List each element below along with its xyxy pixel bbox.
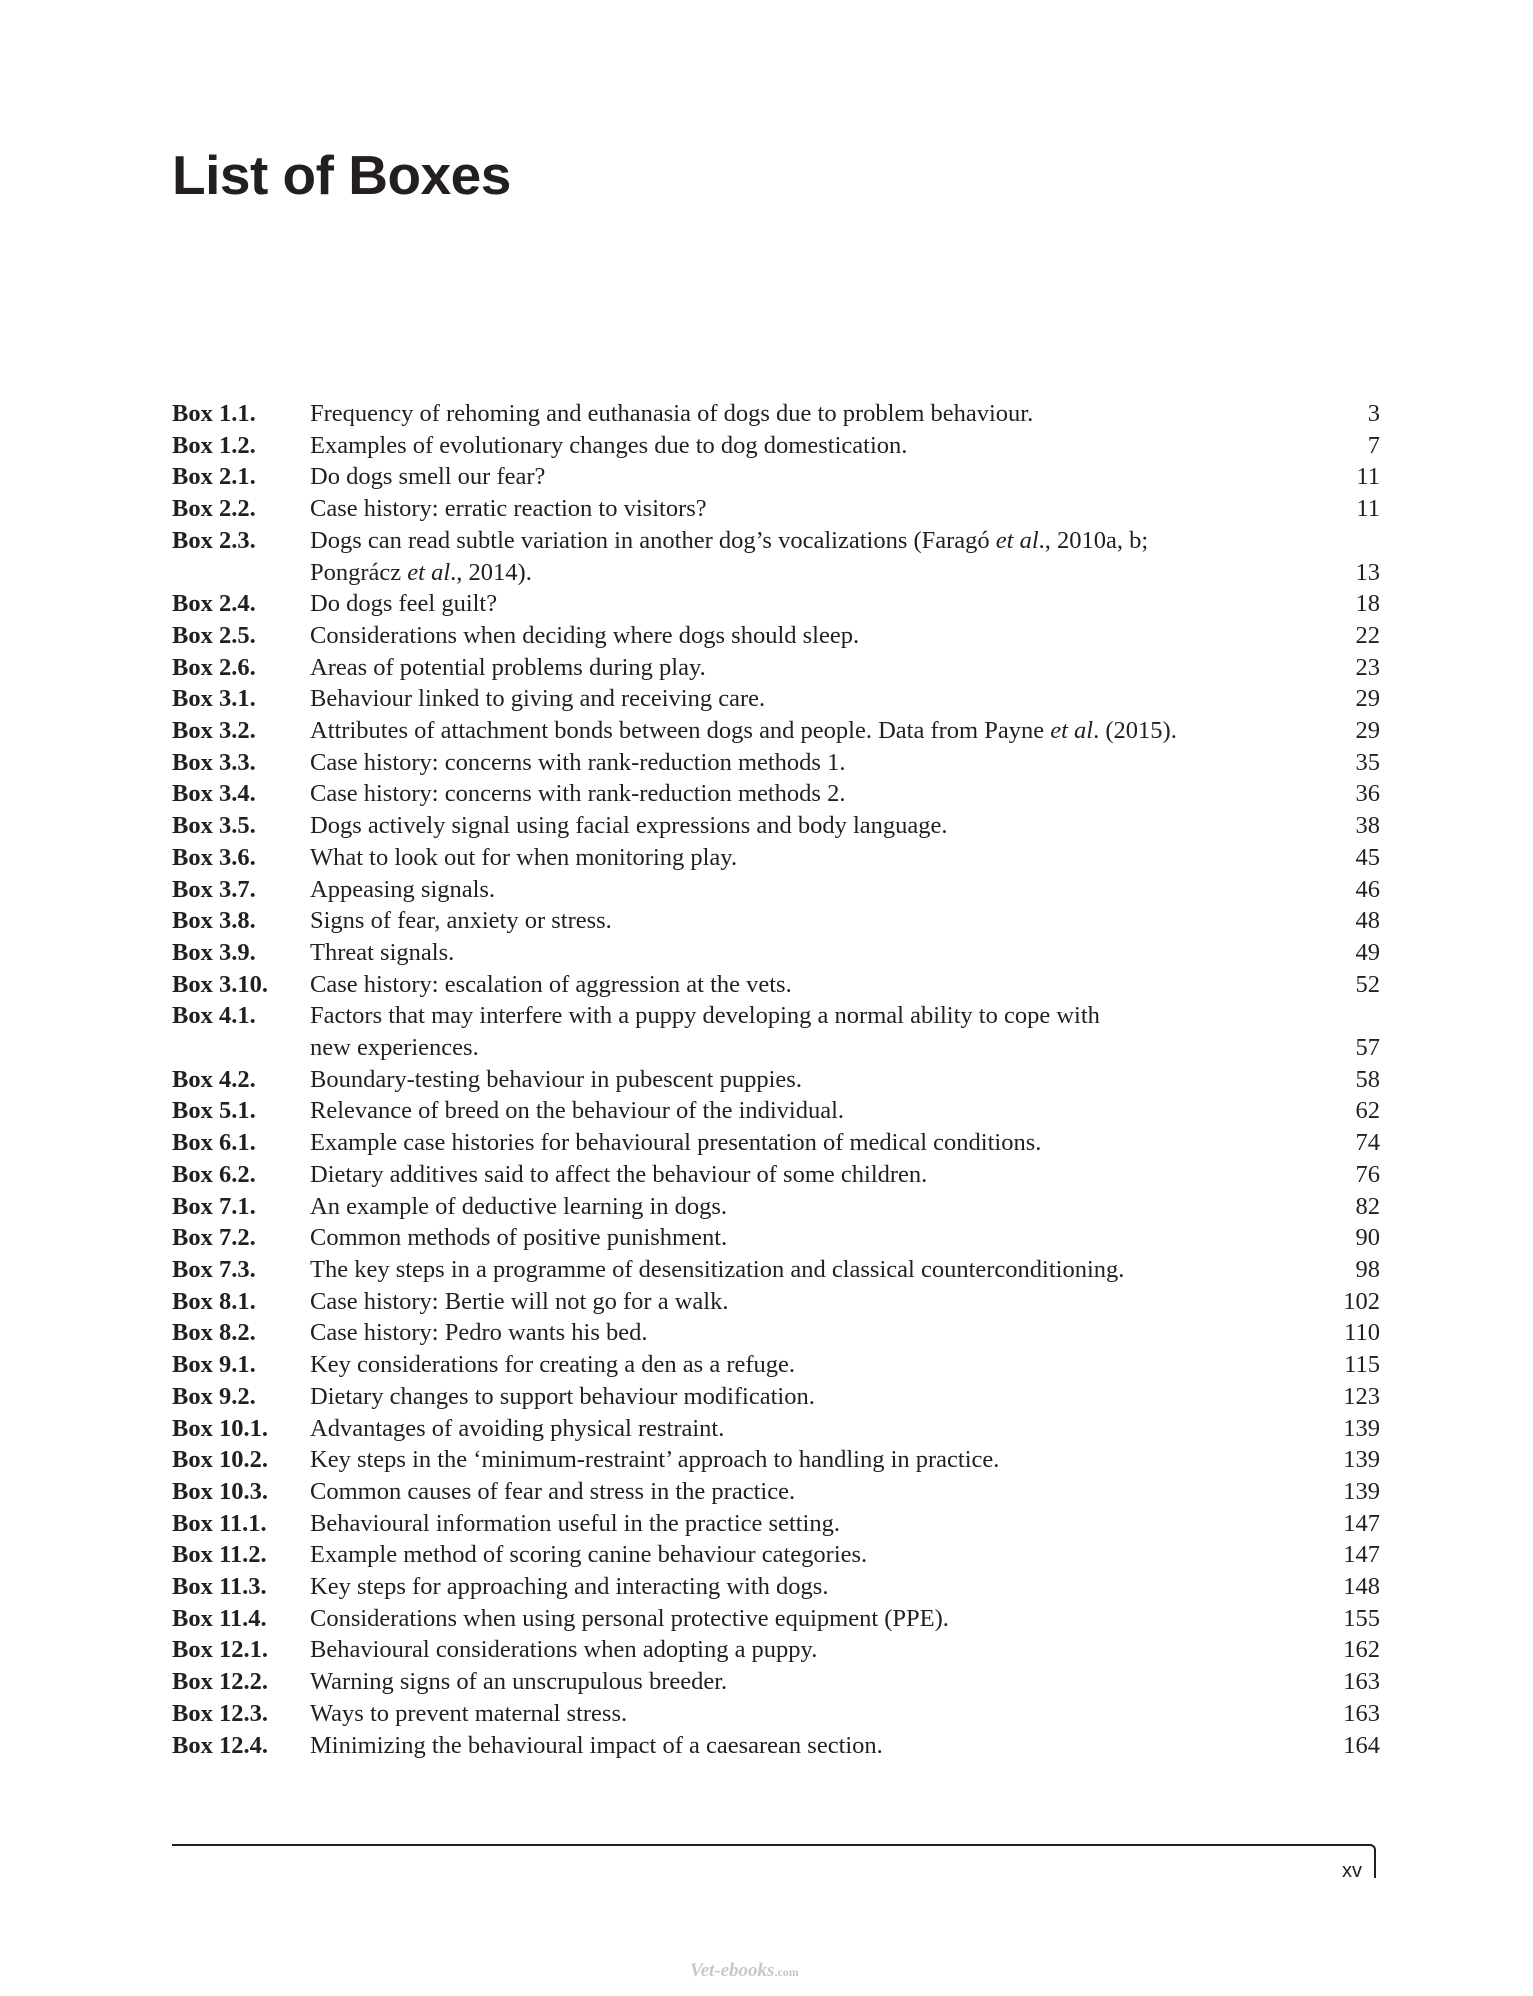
list-item — [172, 398, 1380, 430]
box-title-line: Behavioural considerations when adopting a puppy. — [310, 1636, 818, 1664]
box-number: Box 6.1. — [172, 1129, 256, 1157]
list-item — [172, 1064, 1380, 1096]
box-page-number: 38 — [1355, 812, 1380, 840]
box-page-number: 62 — [1355, 1097, 1380, 1125]
box-title — [310, 1159, 1300, 1191]
box-page-number: 163 — [1343, 1668, 1380, 1696]
list-item — [172, 1191, 1380, 1223]
box-page-number: 36 — [1355, 780, 1380, 808]
box-title-line: Key steps for approaching and interacting with dogs. — [310, 1573, 829, 1601]
box-page-number: 74 — [1355, 1129, 1380, 1157]
box-page-number: 23 — [1355, 653, 1380, 681]
box-page-number: 163 — [1343, 1699, 1380, 1727]
list-item — [172, 874, 1380, 906]
box-title — [310, 778, 1300, 810]
box-page-number: 139 — [1343, 1414, 1380, 1442]
list-item — [172, 493, 1380, 525]
box-title — [310, 715, 1300, 747]
box-title — [310, 969, 1300, 1001]
box-page-number: 18 — [1355, 590, 1380, 618]
list-item — [172, 1508, 1380, 1540]
box-page-number: 139 — [1343, 1446, 1380, 1474]
box-title-line: Areas of potential problems during play. — [310, 653, 706, 681]
box-title — [310, 1000, 1300, 1063]
list-item — [172, 810, 1380, 842]
box-page-number: 155 — [1343, 1604, 1380, 1632]
box-page-number: 29 — [1355, 685, 1380, 713]
list-item — [172, 1095, 1380, 1127]
list-item — [172, 588, 1380, 620]
box-page-number: 22 — [1355, 621, 1380, 649]
box-title — [310, 461, 1300, 493]
box-page-number: 29 — [1355, 717, 1380, 745]
list-item — [172, 905, 1380, 937]
box-list — [172, 398, 1380, 1761]
list-item — [172, 1286, 1380, 1318]
box-title-line: Dietary changes to support behaviour modification. — [310, 1382, 815, 1410]
list-item — [172, 1127, 1380, 1159]
box-title — [310, 1508, 1300, 1540]
box-number: Box 12.3. — [172, 1699, 268, 1727]
list-item — [172, 747, 1380, 779]
box-number: Box 10.2. — [172, 1446, 268, 1474]
box-number: Box 2.5. — [172, 621, 256, 649]
box-title — [310, 493, 1300, 525]
box-title — [310, 1571, 1300, 1603]
box-title — [310, 1539, 1300, 1571]
box-number: Box 2.2. — [172, 495, 256, 523]
box-number: Box 3.8. — [172, 907, 256, 935]
box-title — [310, 1127, 1300, 1159]
list-item — [172, 715, 1380, 747]
box-number: Box 4.2. — [172, 1065, 256, 1093]
box-page-number: 90 — [1355, 1224, 1380, 1252]
box-title-line: What to look out for when monitoring play. — [310, 843, 738, 871]
list-item — [172, 1413, 1380, 1445]
list-item — [172, 461, 1380, 493]
box-page-number: 45 — [1355, 843, 1380, 871]
box-number: Box 3.10. — [172, 970, 268, 998]
box-title — [310, 1317, 1300, 1349]
box-page-number: 49 — [1355, 938, 1380, 966]
list-item — [172, 1159, 1380, 1191]
list-item — [172, 430, 1380, 462]
box-title — [310, 937, 1300, 969]
box-page-number: 164 — [1343, 1731, 1380, 1759]
box-title — [310, 874, 1300, 906]
box-title — [310, 1730, 1300, 1762]
box-number: Box 3.3. — [172, 748, 256, 776]
box-title — [310, 525, 1300, 588]
box-number: Box 8.2. — [172, 1319, 256, 1347]
box-title-line: Common causes of fear and stress in the practice. — [310, 1477, 796, 1505]
box-title-line: Do dogs feel guilt? — [310, 590, 498, 618]
box-title — [310, 1095, 1300, 1127]
box-title — [310, 1222, 1300, 1254]
box-title-line: Example case histories for behavioural presentation of medical conditions. — [310, 1129, 1042, 1157]
box-title-line: Considerations when deciding where dogs should sleep. — [310, 621, 860, 649]
box-number: Box 11.2. — [172, 1541, 267, 1569]
box-page-number: 82 — [1355, 1192, 1380, 1220]
box-title-line: Case history: concerns with rank-reduction methods 2. — [310, 780, 846, 808]
page-number: xv — [1342, 1860, 1362, 1882]
box-title — [310, 905, 1300, 937]
box-number: Box 10.3. — [172, 1477, 268, 1505]
box-title-line: Appeasing signals. — [310, 875, 496, 903]
box-title — [310, 1064, 1300, 1096]
list-item — [172, 969, 1380, 1001]
box-title-line: Threat signals. — [310, 938, 455, 966]
box-title-line: Boundary-testing behaviour in pubescent puppies. — [310, 1065, 802, 1093]
box-title-line: Advantages of avoiding physical restraint. — [310, 1414, 725, 1442]
box-title-line: Minimizing the behavioural impact of a caesarean section. — [310, 1731, 883, 1759]
list-item — [172, 1666, 1380, 1698]
box-page-number: 46 — [1355, 875, 1380, 903]
box-title — [310, 1666, 1300, 1698]
box-title — [310, 1254, 1300, 1286]
list-item — [172, 1444, 1380, 1476]
box-number: Box 7.1. — [172, 1192, 256, 1220]
box-number: Box 2.4. — [172, 590, 256, 618]
box-number: Box 5.1. — [172, 1097, 256, 1125]
box-title-line: Case history: Pedro wants his bed. — [310, 1319, 648, 1347]
box-title — [310, 620, 1300, 652]
list-item — [172, 778, 1380, 810]
box-number: Box 11.4. — [172, 1604, 267, 1632]
box-title-line: An example of deductive learning in dogs. — [310, 1192, 728, 1220]
box-title — [310, 1191, 1300, 1223]
box-number: Box 3.4. — [172, 780, 256, 808]
box-number: Box 2.3. — [172, 526, 256, 554]
box-number: Box 3.2. — [172, 717, 256, 745]
box-page-number: 52 — [1355, 970, 1380, 998]
box-title — [310, 1286, 1300, 1318]
list-item — [172, 1603, 1380, 1635]
box-title-line: Examples of evolutionary changes due to dog domestication. — [310, 431, 908, 459]
list-item — [172, 1698, 1380, 1730]
list-item — [172, 1222, 1380, 1254]
box-title-line: Factors that may interfere with a puppy developing a normal ability to cope with — [310, 1002, 1100, 1030]
box-title — [310, 1413, 1300, 1445]
box-page-number: 147 — [1343, 1509, 1380, 1537]
box-number: Box 11.1. — [172, 1509, 267, 1537]
box-number: Box 3.7. — [172, 875, 256, 903]
list-item — [172, 842, 1380, 874]
list-item — [172, 683, 1380, 715]
box-title-line: Signs of fear, anxiety or stress. — [310, 907, 612, 935]
box-title-line: Common methods of positive punishment. — [310, 1224, 728, 1252]
box-title-line: Pongrácz et al., 2014). — [310, 558, 532, 586]
box-title-line: Case history: erratic reaction to visitors? — [310, 495, 707, 523]
list-item — [172, 1349, 1380, 1381]
box-number: Box 7.3. — [172, 1255, 256, 1283]
box-title-line: The key steps in a programme of desensitization and classical counterconditioning. — [310, 1255, 1125, 1283]
watermark-suffix: .com — [774, 1965, 799, 1979]
box-title-line: Do dogs smell our fear? — [310, 463, 546, 491]
box-title-line: Warning signs of an unscrupulous breeder. — [310, 1668, 728, 1696]
list-item — [172, 620, 1380, 652]
box-title — [310, 398, 1300, 430]
box-number: Box 3.9. — [172, 938, 256, 966]
box-number: Box 3.5. — [172, 812, 256, 840]
box-title — [310, 1634, 1300, 1666]
box-number: Box 2.1. — [172, 463, 256, 491]
box-number: Box 6.2. — [172, 1160, 256, 1188]
box-page-number: 102 — [1343, 1287, 1380, 1315]
box-page-number: 11 — [1356, 463, 1380, 491]
box-page-number: 57 — [1355, 1034, 1380, 1062]
watermark-text: Vet-ebooks — [690, 1960, 775, 1981]
box-page-number: 48 — [1355, 907, 1380, 935]
box-number: Box 4.1. — [172, 1002, 256, 1030]
box-title-line: Example method of scoring canine behaviour categories. — [310, 1541, 868, 1569]
box-page-number: 76 — [1355, 1160, 1380, 1188]
box-page-number: 162 — [1343, 1636, 1380, 1664]
box-number: Box 1.1. — [172, 400, 256, 427]
page-title: List of Boxes — [172, 144, 511, 206]
box-title-line: new experiences. — [310, 1034, 479, 1062]
list-item — [172, 652, 1380, 684]
box-title-line: Key considerations for creating a den as a refuge. — [310, 1351, 796, 1379]
box-title-line: Relevance of breed on the behaviour of the individual. — [310, 1097, 845, 1125]
box-page-number: 123 — [1343, 1382, 1380, 1410]
list-item — [172, 1000, 1380, 1063]
box-number: Box 12.4. — [172, 1731, 268, 1759]
box-title-line: Key steps in the ‘minimum-restraint’ approach to handling in practice. — [310, 1446, 1000, 1474]
box-title-line: Case history: Bertie will not go for a walk. — [310, 1287, 729, 1315]
list-item — [172, 1634, 1380, 1666]
list-item — [172, 937, 1380, 969]
box-page-number: 58 — [1355, 1065, 1380, 1093]
box-number: Box 8.1. — [172, 1287, 256, 1315]
box-page-number: 98 — [1355, 1255, 1380, 1283]
box-title-line: Frequency of rehoming and euthanasia of dogs due to problem behaviour. — [310, 400, 1034, 427]
box-number: Box 9.1. — [172, 1351, 256, 1379]
box-number: Box 3.6. — [172, 843, 256, 871]
box-number: Box 1.2. — [172, 431, 256, 459]
box-page-number: 7 — [1367, 431, 1380, 459]
box-number: Box 11.3. — [172, 1573, 267, 1601]
list-item — [172, 1539, 1380, 1571]
box-title — [310, 1349, 1300, 1381]
list-item — [172, 1730, 1380, 1762]
box-number: Box 2.6. — [172, 653, 256, 681]
box-title-line: Behavioural information useful in the practice setting. — [310, 1509, 840, 1537]
box-page-number: 139 — [1343, 1477, 1380, 1505]
list-item — [172, 1317, 1380, 1349]
box-title-line: Case history: concerns with rank-reduction methods 1. — [310, 748, 846, 776]
box-title — [310, 652, 1300, 684]
box-title-line: Considerations when using personal protective equipment (PPE). — [310, 1604, 949, 1632]
watermark — [690, 1960, 799, 1982]
box-title-line: Behaviour linked to giving and receiving care. — [310, 685, 766, 713]
box-page-number: 148 — [1343, 1573, 1380, 1601]
box-title-line: Dogs can read subtle variation in another dog’s vocalizations (Faragó et al., 2010a, b; — [310, 526, 1149, 554]
box-number: Box 12.2. — [172, 1668, 268, 1696]
list-item — [172, 1254, 1380, 1286]
box-page-number: 11 — [1356, 495, 1380, 523]
box-number: Box 12.1. — [172, 1636, 268, 1664]
box-page-number: 35 — [1355, 748, 1380, 776]
list-item — [172, 1476, 1380, 1508]
list-item — [172, 525, 1380, 588]
box-title — [310, 1603, 1300, 1635]
box-number: Box 9.2. — [172, 1382, 256, 1410]
box-title-line: Attributes of attachment bonds between dogs and people. Data from Payne et al. (2015). — [310, 717, 1177, 745]
box-number: Box 7.2. — [172, 1224, 256, 1252]
box-number: Box 10.1. — [172, 1414, 268, 1442]
box-title — [310, 1444, 1300, 1476]
box-page-number: 13 — [1355, 558, 1380, 586]
box-page-number: 147 — [1343, 1541, 1380, 1569]
box-title-line: Dogs actively signal using facial expressions and body language. — [310, 812, 948, 840]
box-number: Box 3.1. — [172, 685, 256, 713]
box-title — [310, 588, 1300, 620]
box-title — [310, 1476, 1300, 1508]
box-page-number: 110 — [1344, 1319, 1380, 1347]
box-title — [310, 1381, 1300, 1413]
list-item — [172, 1571, 1380, 1603]
box-title — [310, 810, 1300, 842]
box-title — [310, 842, 1300, 874]
box-title — [310, 747, 1300, 779]
box-page-number: 115 — [1344, 1351, 1380, 1379]
box-title — [310, 1698, 1300, 1730]
box-page-number: 3 — [1367, 400, 1380, 427]
footer-bracket — [1368, 1844, 1376, 1878]
box-title — [310, 683, 1300, 715]
box-title-line: Ways to prevent maternal stress. — [310, 1699, 628, 1727]
box-title-line: Dietary additives said to affect the behaviour of some children. — [310, 1160, 928, 1188]
box-title-line: Case history: escalation of aggression at the vets. — [310, 970, 792, 998]
box-title — [310, 430, 1300, 462]
footer-rule — [172, 1844, 1372, 1846]
list-item — [172, 1381, 1380, 1413]
